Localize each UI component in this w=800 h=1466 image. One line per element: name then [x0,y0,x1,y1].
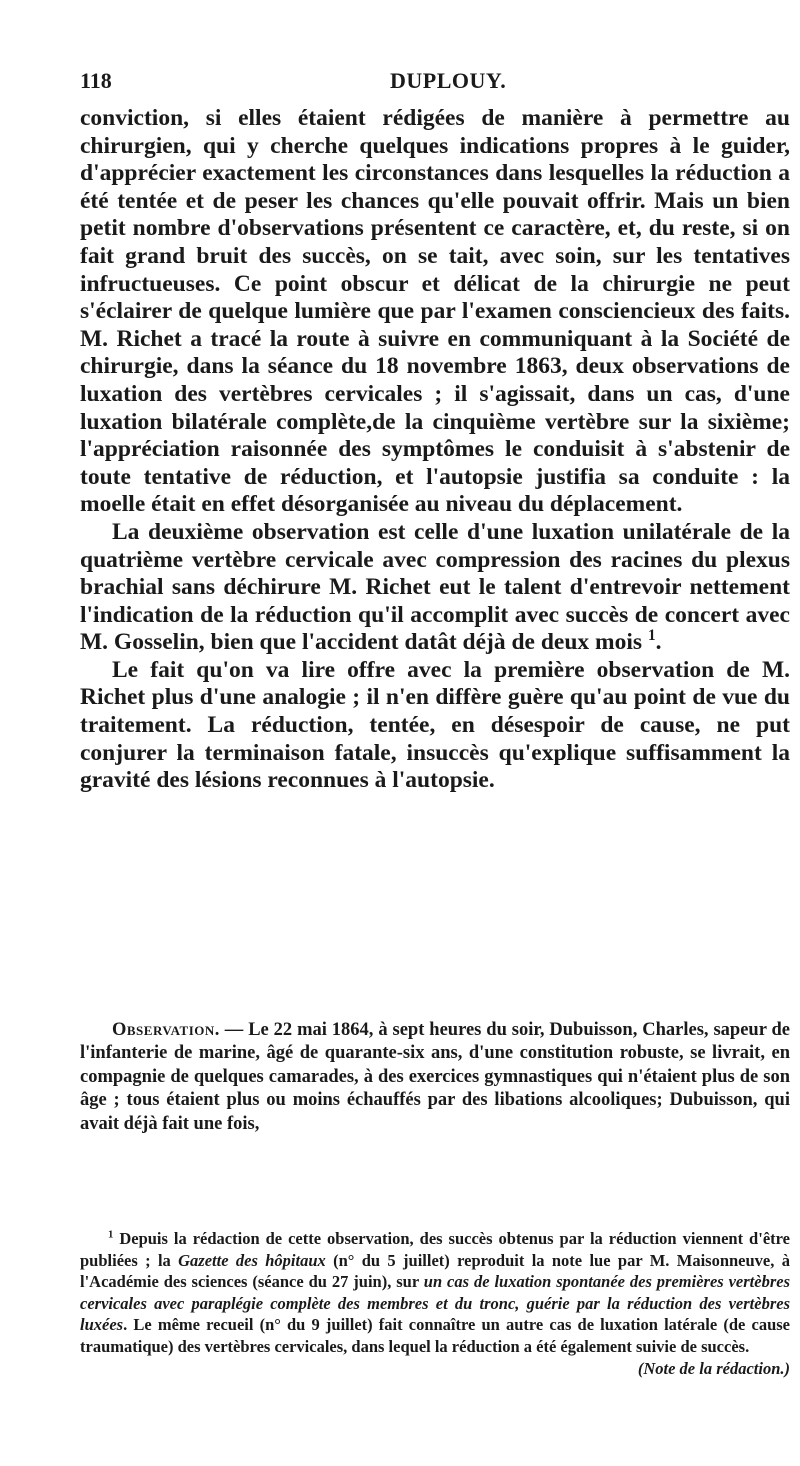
footnote-text: (n° du 5 juillet) reproduit la note lue par M. Maisonneuve, à l'Académie des sciences (séance du 27 juin), sur [80,1250,790,1292]
observation-dash: — [219,1020,249,1040]
paragraph [80,657,790,795]
footnote-reference[interactable]: 1 [647,627,656,645]
footnote-journal: Gazette des hôpitaux [178,1250,326,1270]
footnote-marker: 1 [108,1228,114,1241]
editorial-note: (Note de la rédaction.) [637,1358,790,1378]
footnote-title: un cas de luxation spontanée des premières vertèbres cervicales avec paraplégie complète des membres et du tronc, guérie par la réduction des vertèbres luxées [80,1272,790,1335]
footnote-paragraph [80,1228,790,1378]
observation-paragraph [80,1019,790,1136]
main-text [80,105,790,795]
observation-label: Observation. [112,1020,220,1040]
footnote-text: . Le même recueil (n° du 9 juillet) fait connaître un autre cas de luxation latérale (de cause traumatique) des vertèbres cervicales, dans lequel la réduction a été également suivie de succès. [80,1315,790,1356]
paragraph-end: . [655,629,662,656]
observation-section [80,1019,790,1136]
page-number: 118 [80,68,112,93]
page-header [80,58,780,98]
observation-text: Le 22 mai 1864, à sept heures du soir, Dubuisson, Charles, sapeur de l'infanterie de marine, âgé de quarante-six ans, d'une constitution robuste, se livrait, en compagnie de quelques camarades, à des exercices gymnastiques qui n'étaient plus de son âge ; tous étaient plus ou moins échauffés par des libations alcooliques; Dubuisson, qui avait déjà fait une fois, [80,1020,790,1134]
footnote-text: Depuis la rédaction de cette observation, des succès obtenus par la réduction viennent d'être publiées ; la [80,1229,790,1270]
paragraph-text: Le fait qu'on va lire offre avec la première observation de M. Richet plus d'une analogie ; il n'en diffère guère qu'au point de vue du traitement. La réduction, tentée, en désespoir de cause, ne put conjurer la terminaison fatale, insuccès qu'explique suffisamment la gravité des lésions reconnues à l'autopsie. [80,656,790,794]
running-title: DUPLOUY. [390,68,507,93]
paragraph [80,105,790,519]
footnote [80,1228,790,1379]
paragraph [80,519,790,657]
paragraph-text: conviction, si elles étaient rédigées de manière à permettre au chirurgien, qui y cherche quelques indications propres à le guider, d'apprécier exactement les circonstances dans lesquelles la réduction a été tentée et de peser les chances qu'elle pouvait offrir. Mais un bien petit nombre d'observations présentent ce caractère, et, du reste, si on fait grand bruit des succès, on se tait, avec soin, sur les tentatives infructueuses. Ce point obscur et délicat de la chirurgie ne peut s'éclairer de quelque lumière que par l'examen consciencieux des faits. M. Richet a tracé la route à suivre en communiquant à la Société de chirurgie, dans la séance du 18 novembre 1863, deux observations de luxation des vertèbres cervicales ; il s'agissait, dans un cas, d'une luxation bilatérale complète,de la cinquième vertèbre sur la sixième; l'appréciation raisonnée des symptômes le conduisit à s'abstenir de toute tentative de réduction, et l'autopsie justifia sa conduite : la moelle était en effet désorganisée au niveau du déplacement. [80,105,790,518]
paragraph-text: La deuxième observation est celle d'une luxation unilatérale de la quatrième vertèbre cervicale avec compression des racines du plexus brachial sans déchirure M. Richet eut le talent d'entrevoir nettement l'indication de la réduction qu'il accomplit avec succès de concert avec M. Gosselin, bien que l'accident datât déjà de deux mois [80,518,790,656]
